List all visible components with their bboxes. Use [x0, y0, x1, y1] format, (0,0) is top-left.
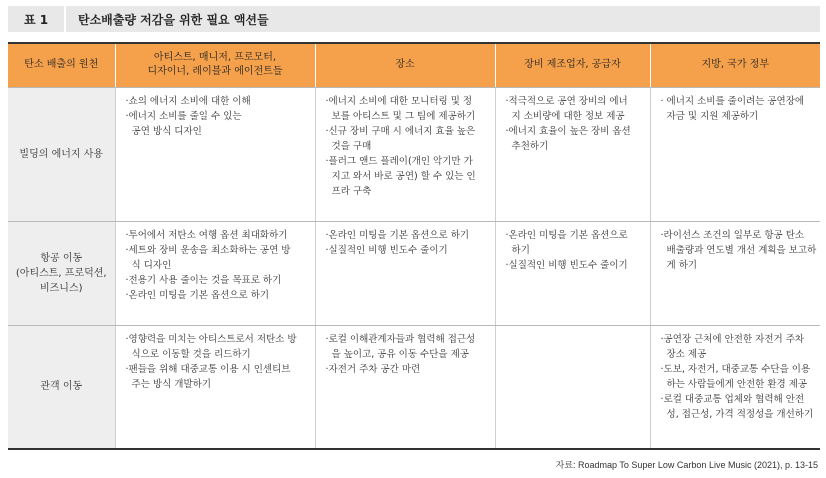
table-row — [8, 325, 820, 449]
table-number-label: 표 1 — [8, 6, 66, 32]
cell-government: ·라이선스 조건의 일부로 항공 탄소 배출량과 연도별 개선 계획을 보고하 게 하기 — [650, 221, 820, 325]
table-title-bar — [8, 6, 820, 32]
cell-suppliers: ·온라인 미팅을 기본 옵션으로 하기 ·실질적인 비행 빈도수 줄이기 — [495, 221, 650, 325]
row-header-air-travel: 항공 이동 (아티스트, 프로덕션, 비즈니스) — [8, 221, 115, 325]
table-row — [8, 221, 820, 325]
cell-government: · 에너지 소비를 줄이려는 공연장에 자금 및 지원 제공하기 — [650, 87, 820, 221]
table-header-row — [8, 43, 820, 87]
cell-venue: ·온라인 미팅을 기본 옵션으로 하기 ·실질적인 비행 빈도수 줄이기 — [315, 221, 495, 325]
cell-artists: ·쇼의 에너지 소비에 대한 이해 ·에너지 소비를 줄일 수 있는 공연 방식 디자인 — [115, 87, 315, 221]
table-row — [8, 87, 820, 221]
cell-government: ·공연장 근처에 안전한 자전거 주차 장소 제공 ·도보, 자전거, 대중교통 수단을 이용 하는 사람들에게 안전한 환경 제공 ·로컬 대중교통 업체와 협력해 안전 성, 접근성, 가격 적정성을 개선하기 — [650, 325, 820, 449]
column-header-government: 지방, 국가 정부 — [650, 43, 820, 87]
source-note: 자료: Roadmap To Super Low Carbon Live Music (2021), p. 13-15 — [555, 460, 818, 470]
cell-venue: ·에너지 소비에 대한 모니터링 및 정 보를 아티스트 및 그 팀에 제공하기 ·신규 장비 구매 시 에너지 효율 높은 것을 구매 ·플러그 앤드 플레이(개인 악기만 가 지고 와서 바로 공연) 할 수 있는 인 프라 구축 — [315, 87, 495, 221]
actions-table — [8, 42, 820, 450]
cell-suppliers-empty — [495, 325, 650, 449]
column-header-venue: 장소 — [315, 43, 495, 87]
cell-suppliers: ·적극적으로 공연 장비의 에너 지 소비량에 대한 정보 제공 ·에너지 효율이 높은 장비 옵션 추천하기 — [495, 87, 650, 221]
column-header-source: 탄소 배출의 원천 — [8, 43, 115, 87]
cell-artists: ·영향력을 미치는 아티스트로서 저탄소 방 식으로 이동할 것을 리드하기 ·팬들을 위해 대중교통 이용 시 인센티브 주는 방식 개발하기 — [115, 325, 315, 449]
cell-venue: ·로컬 이해관계자들과 협력해 접근성 을 높이고, 공유 이동 수단을 제공 ·자전거 주차 공간 마련 — [315, 325, 495, 449]
cell-artists: ·투어에서 저탄소 여행 옵션 최대화하기 ·세트와 장비 운송을 최소화하는 공연 방 식 디자인 ·전용기 사용 줄이는 것을 목표로 하기 ·온라인 미팅을 기본 옵션으로 하기 — [115, 221, 315, 325]
row-header-audience-travel: 관객 이동 — [8, 325, 115, 449]
row-header-building-energy: 빌딩의 에너지 사용 — [8, 87, 115, 221]
table-title: 탄소배출량 저감을 위한 필요 액션들 — [78, 12, 269, 27]
column-header-artists: 아티스트, 매니저, 프로모터, 디자이너, 레이블과 에이전트들 — [115, 43, 315, 87]
column-header-suppliers: 장비 제조업자, 공급자 — [495, 43, 650, 87]
